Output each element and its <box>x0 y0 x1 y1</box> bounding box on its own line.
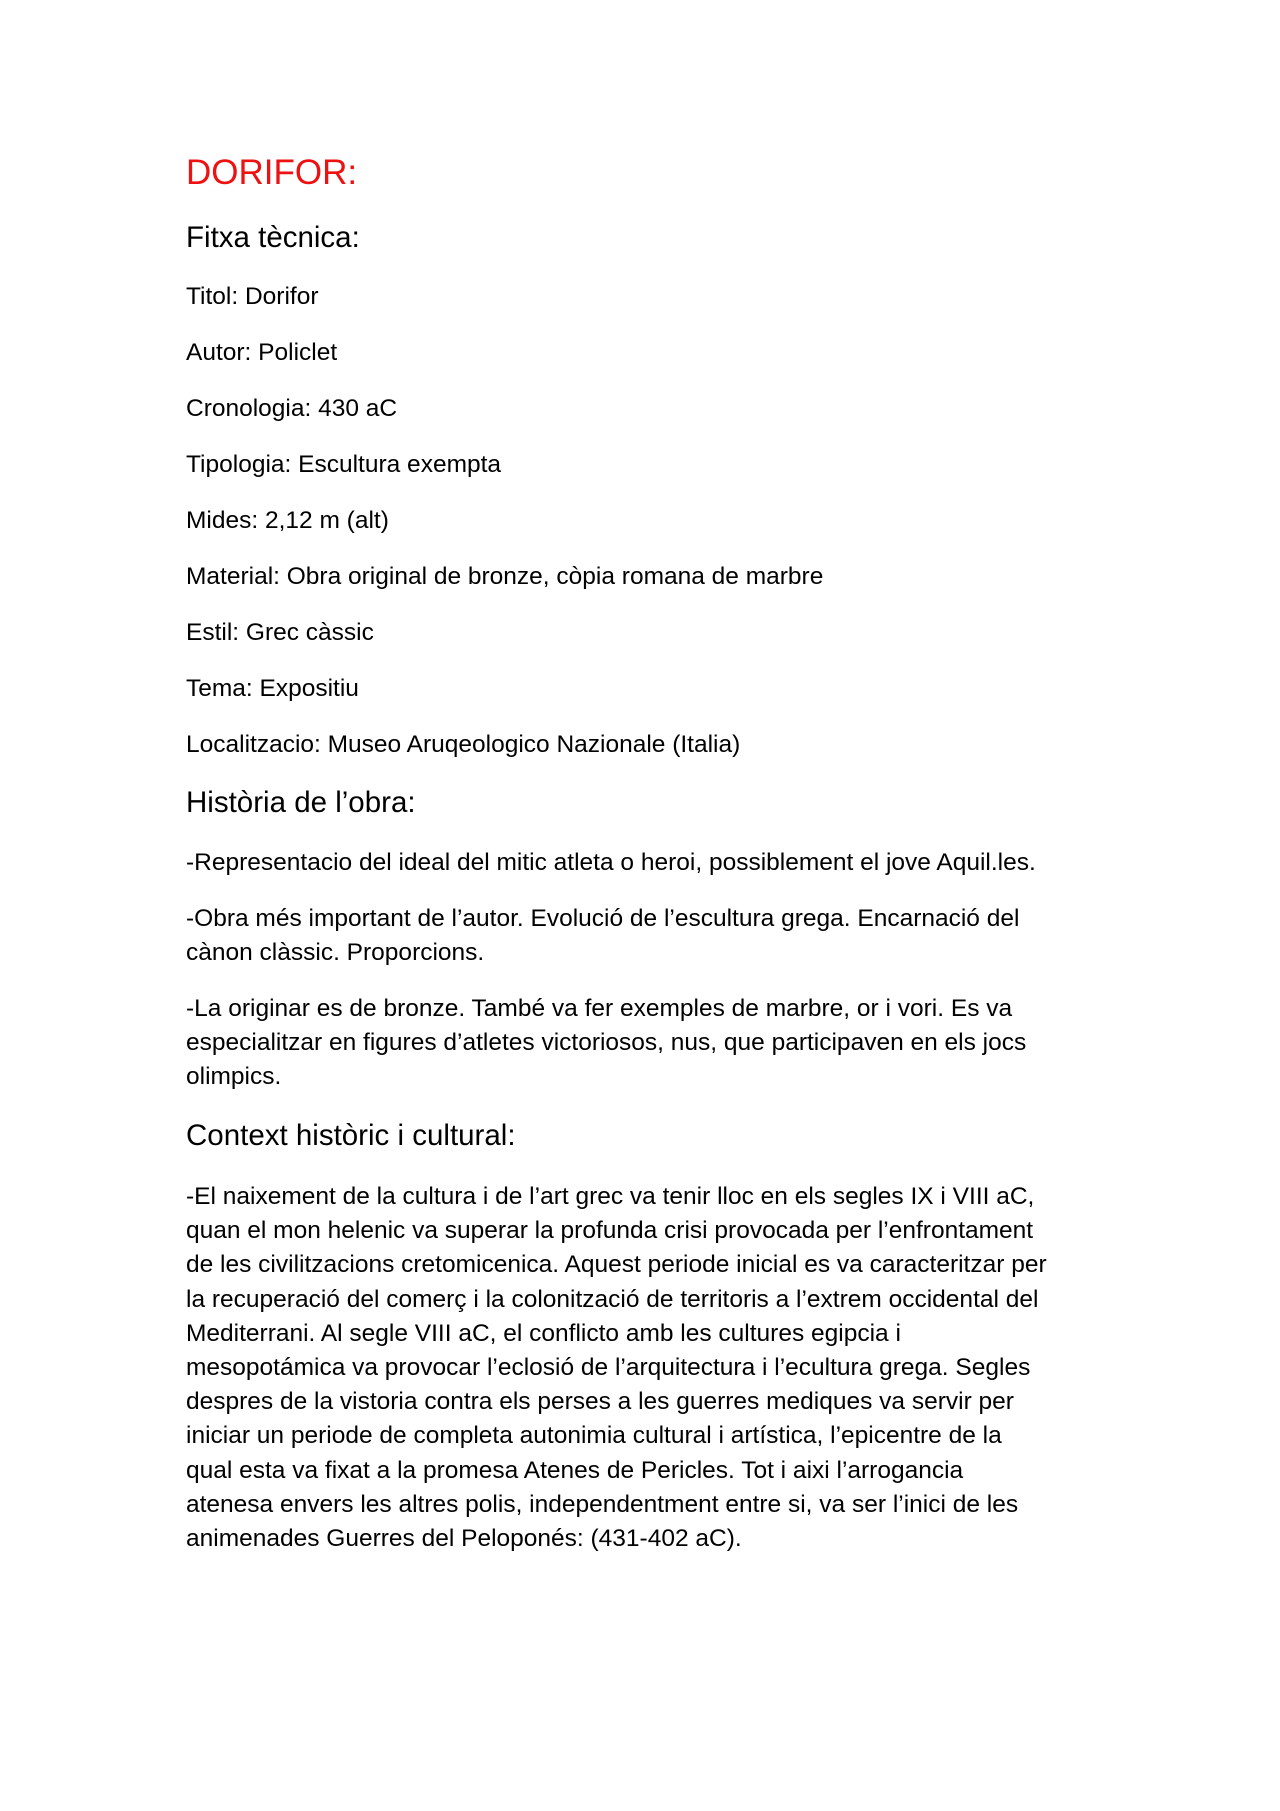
paragraph-line: especialitzar en figures d’atletes victoriosos, nus, que participaven en els jocs <box>186 1029 1027 1057</box>
paragraph-line: -La originar es de bronze. També va fer exemples de marbre, or i vori. Es va <box>186 995 1013 1022</box>
historia-paragraph <box>186 992 1106 1095</box>
paragraph-line: quan el mon helenic va superar la profunda crisi provocada per l’enfrontament <box>186 1217 1034 1245</box>
fitxa-item-estil: Estil: Grec càssic <box>186 619 374 646</box>
fitxa-item-titol: Titol: Dorifor <box>186 283 319 310</box>
fitxa-item-mides: Mides: 2,12 m (alt) <box>186 507 389 534</box>
paragraph-line: -Representacio del ideal del mitic atleta o heroi, possiblement el jove Aquil.les. <box>186 849 1036 876</box>
paragraph-line: iniciar un periode de completa autonimia cultural i artística, l’epicentre de la <box>186 1422 1002 1450</box>
paragraph-line: -Obra més important de l’autor. Evolució de l’escultura grega. Encarnació del <box>186 905 1020 932</box>
historia-heading: Història de l’obra: <box>186 786 416 819</box>
paragraph-line: atenesa envers les altres polis, independentment entre si, va ser l’inici de les <box>186 1490 1019 1518</box>
fitxa-item-localitzacio: Localitzacio: Museo Aruqeologico Nazionale (Italia) <box>186 731 741 758</box>
fitxa-item-autor: Autor: Policlet <box>186 339 338 366</box>
context-heading: Context històric i cultural: <box>186 1119 516 1152</box>
document-title: DORIFOR: <box>186 153 358 192</box>
paragraph-line: -El naixement de la cultura i de l’art grec va tenir lloc en els segles IX i VIII aC, <box>186 1183 1035 1210</box>
context-paragraph <box>186 1180 1106 1556</box>
paragraph-line: mesopotámica va provocar l’eclosió de l’arquitectura i l’ecultura grega. Segles <box>186 1354 1031 1382</box>
paragraph-line: de les civilitzacions cretomicenica. Aquest periode inicial es va caracteritzar per <box>186 1251 1047 1279</box>
fitxa-item-cronologia: Cronologia: 430 aC <box>186 395 398 422</box>
paragraph-line: Mediterrani. Al segle VIII aC, el conflicto amb les cultures egipcia i <box>186 1319 901 1347</box>
paragraph-line: animenades Guerres del Peloponés: (431-402 aC). <box>186 1525 742 1553</box>
fitxa-item-tema: Tema: Expositiu <box>186 675 359 702</box>
paragraph-line: cànon clàssic. Proporcions. <box>186 939 485 967</box>
fitxa-item-material: Material: Obra original de bronze, còpia romana de marbre <box>186 563 824 590</box>
paragraph-line: olimpics. <box>186 1063 282 1091</box>
paragraph-line: despres de la vistoria contra els perses a les guerres mediques va servir per <box>186 1388 1014 1416</box>
paragraph-line: la recuperació del comerç i la colonització de territoris a l’extrem occidental del <box>186 1285 1039 1313</box>
historia-paragraph <box>186 846 1106 880</box>
historia-paragraph <box>186 902 1106 970</box>
paragraph-line: qual esta va fixat a la promesa Atenes de Pericles. Tot i aixi l’arrogancia <box>186 1456 964 1484</box>
fitxa-item-tipologia: Tipologia: Escultura exempta <box>186 451 502 478</box>
fitxa-tecnica-heading: Fitxa tècnica: <box>186 221 360 254</box>
